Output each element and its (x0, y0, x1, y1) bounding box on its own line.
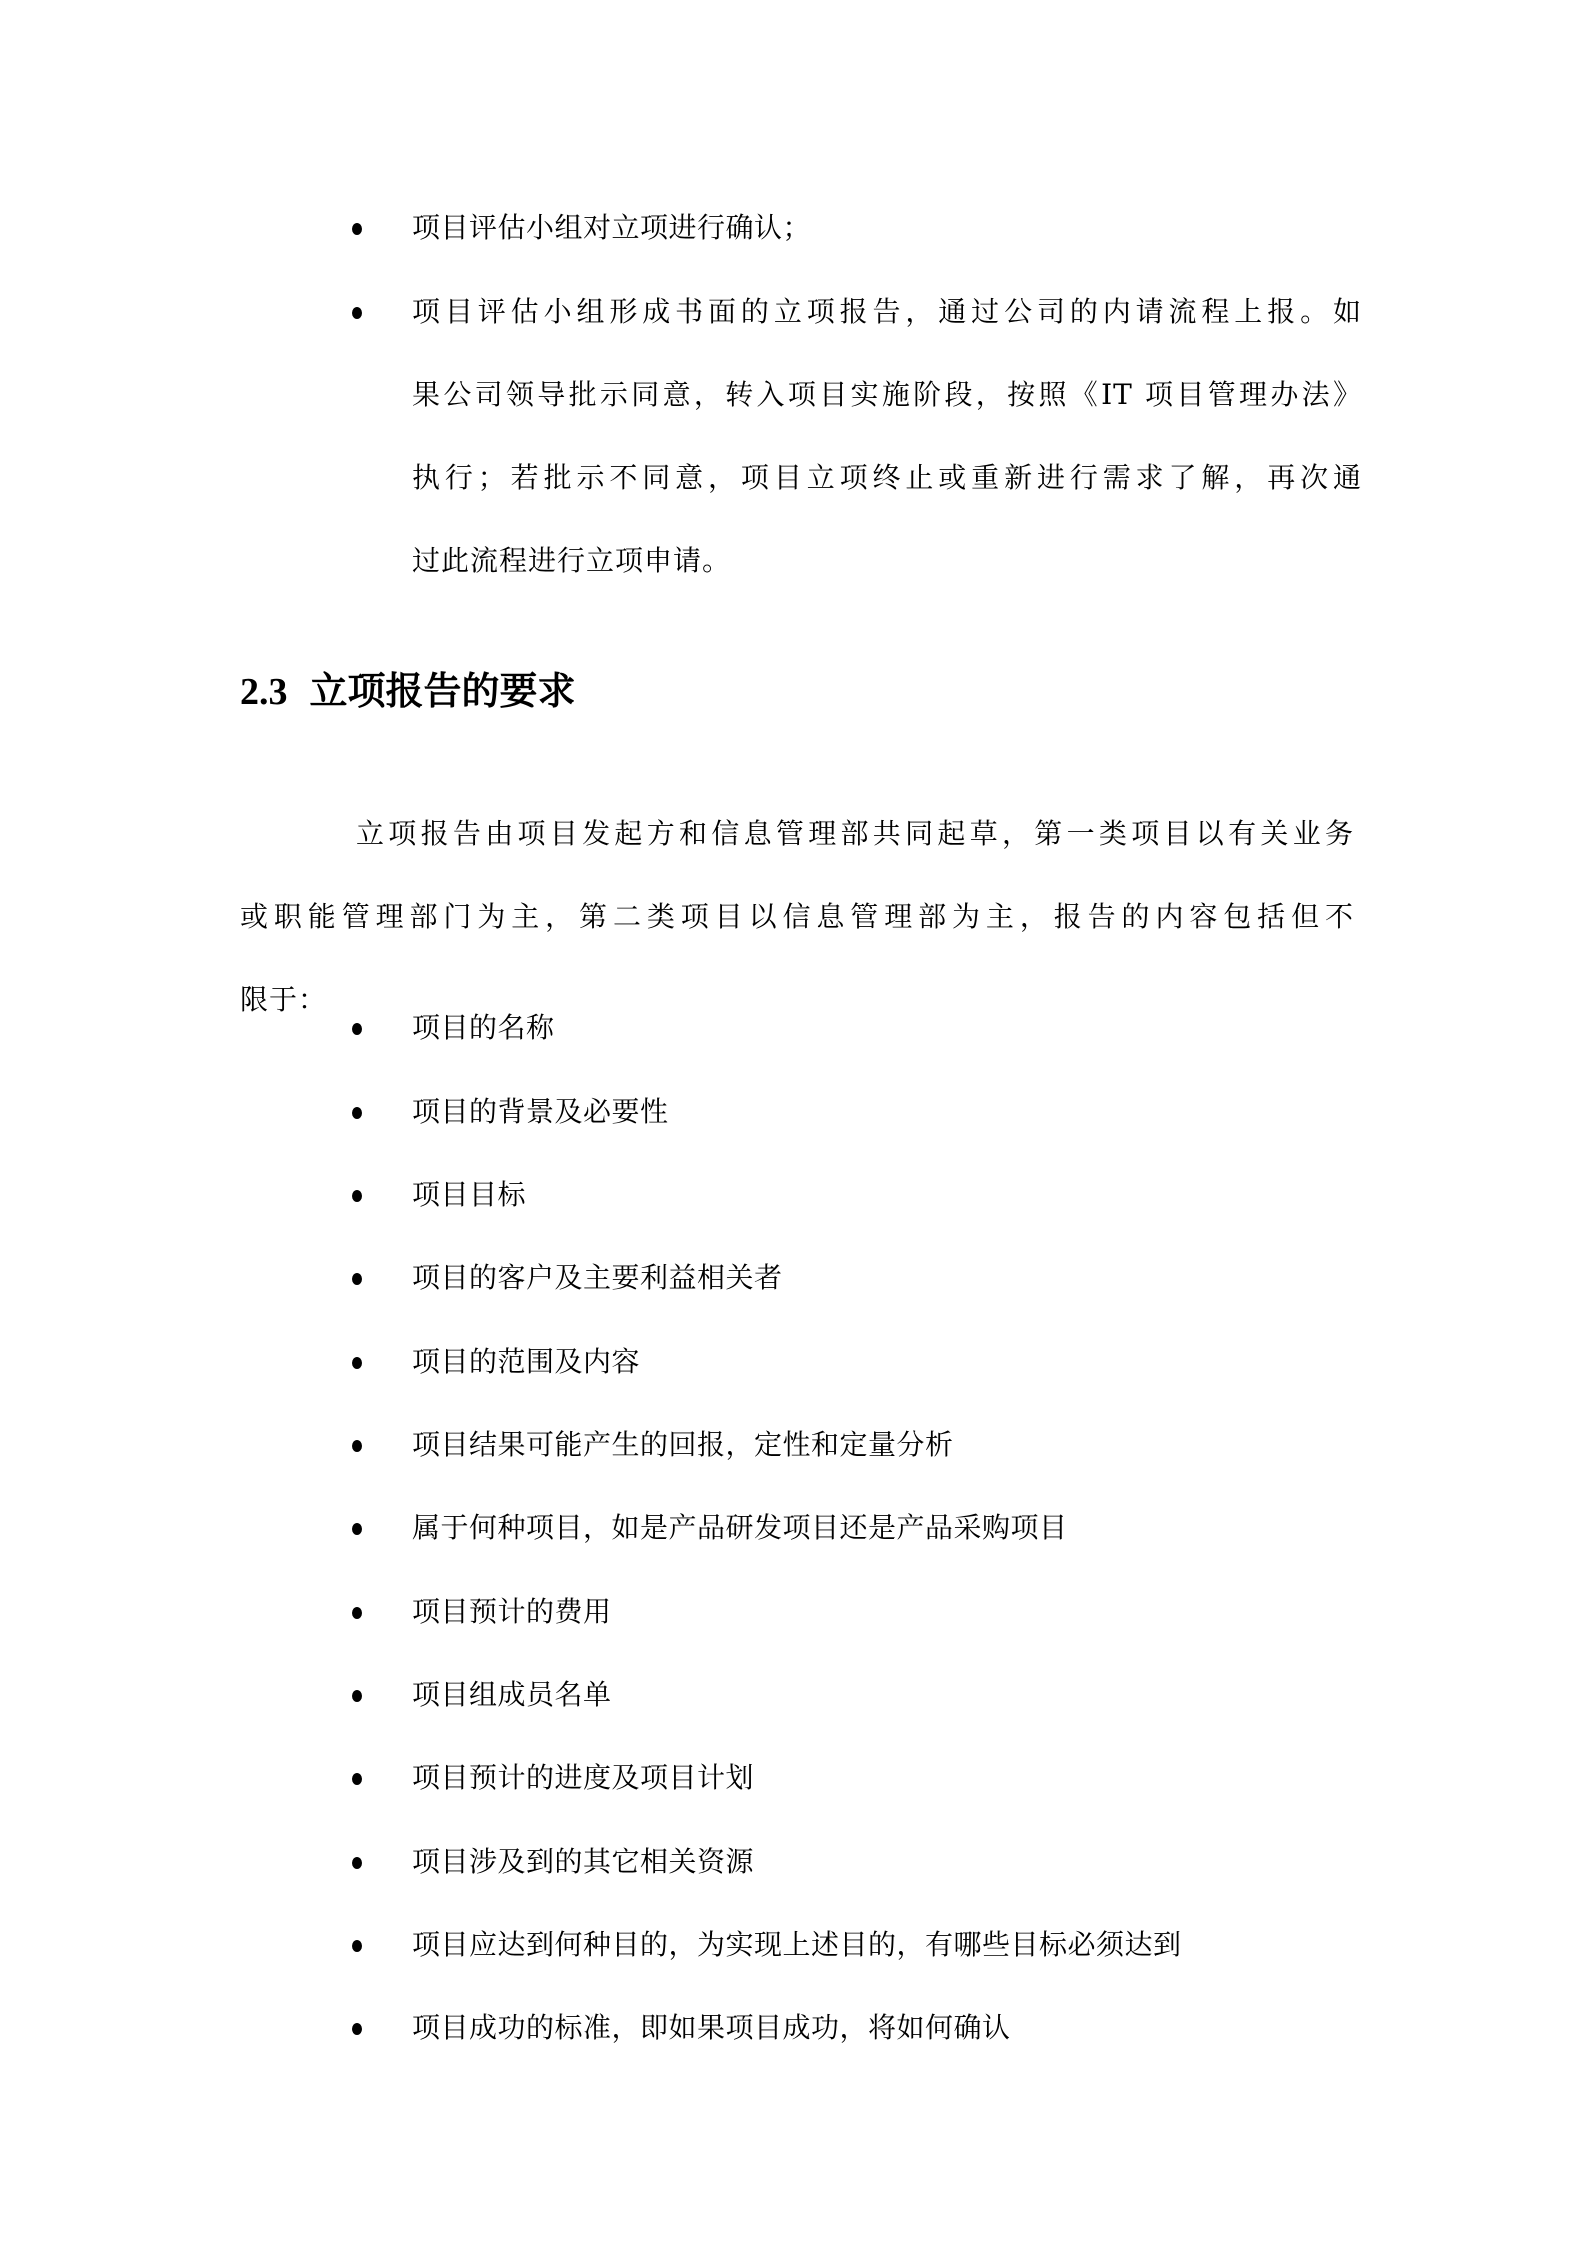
list-item (0, 1008, 1587, 1048)
list-item (0, 1842, 1587, 1882)
list-item (0, 208, 1587, 248)
list-item-text: 项目的名称 (412, 1011, 555, 1044)
bullet-icon (352, 1107, 362, 1119)
list-item (0, 2008, 1587, 2048)
list-item (0, 1258, 1587, 1298)
list-item (0, 1675, 1587, 1715)
list-item (0, 1925, 1587, 1965)
text-line: 果公司领导批示同意，转入项目实施阶段，按照《IT 项目管理办法》 (412, 378, 1362, 411)
list-item-text: 项目的范围及内容 (412, 1345, 641, 1378)
text-line: 项目评估小组形成书面的立项报告，通过公司的内请流程上报。如 (412, 295, 1362, 328)
list-item (0, 1592, 1587, 1632)
text-line: 过此流程进行立项申请。 (412, 544, 732, 577)
section-heading (240, 660, 576, 715)
body-paragraph (240, 792, 1354, 1041)
list-item (0, 1342, 1587, 1382)
bullet-icon (352, 1357, 362, 1369)
bullet-icon (352, 1690, 362, 1702)
section-number: 2.3 (240, 671, 288, 713)
bullet-icon (352, 1773, 362, 1785)
text-line: 限于： (240, 983, 328, 1016)
bullet-icon (352, 1190, 362, 1202)
list-item-text (412, 270, 1362, 602)
bullet-icon (352, 1857, 362, 1869)
bullet-icon (352, 1607, 362, 1619)
bullet-icon (352, 1940, 362, 1952)
bullet-icon (352, 1023, 362, 1035)
bullet-icon (352, 2023, 362, 2035)
text-line: 执行；若批示不同意，项目立项终止或重新进行需求了解，再次通 (412, 461, 1362, 494)
list-item-text: 项目的客户及主要利益相关者 (412, 1261, 783, 1294)
list-item-text: 项目预计的费用 (412, 1595, 612, 1628)
text-line: 立项报告由项目发起方和信息管理部共同起草，第一类项目以有关业务 (356, 817, 1354, 850)
list-item-text: 项目应达到何种目的，为实现上述目的，有哪些目标必须达到 (412, 1928, 1182, 1961)
list-item-text: 项目组成员名单 (412, 1678, 612, 1711)
list-item-text: 项目评估小组对立项进行确认； (412, 211, 812, 244)
list-item-text: 项目目标 (412, 1178, 527, 1211)
bullet-icon (352, 1440, 362, 1452)
bullet-icon (352, 307, 362, 319)
section-title: 立项报告的要求 (309, 671, 576, 713)
list-item (0, 1758, 1587, 1798)
list-item (0, 1508, 1587, 1548)
bullet-icon (352, 1523, 362, 1535)
list-item-text: 项目结果可能产生的回报，定性和定量分析 (412, 1428, 954, 1461)
list-item (0, 1092, 1587, 1132)
text-line: 或职能管理部门为主，第二类项目以信息管理部为主，报告的内容包括但不 (240, 900, 1354, 933)
list-item-text: 属于何种项目，如是产品研发项目还是产品采购项目 (412, 1511, 1068, 1544)
list-item-text: 项目成功的标准，即如果项目成功，将如何确认 (412, 2011, 1011, 2044)
bullet-icon (352, 1273, 362, 1285)
bullet-icon (352, 223, 362, 235)
list-item (0, 1175, 1587, 1215)
list-item-text: 项目的背景及必要性 (412, 1095, 669, 1128)
list-item (0, 1425, 1587, 1465)
list-item-text: 项目涉及到的其它相关资源 (412, 1845, 755, 1878)
list-item-text: 项目预计的进度及项目计划 (412, 1761, 755, 1794)
